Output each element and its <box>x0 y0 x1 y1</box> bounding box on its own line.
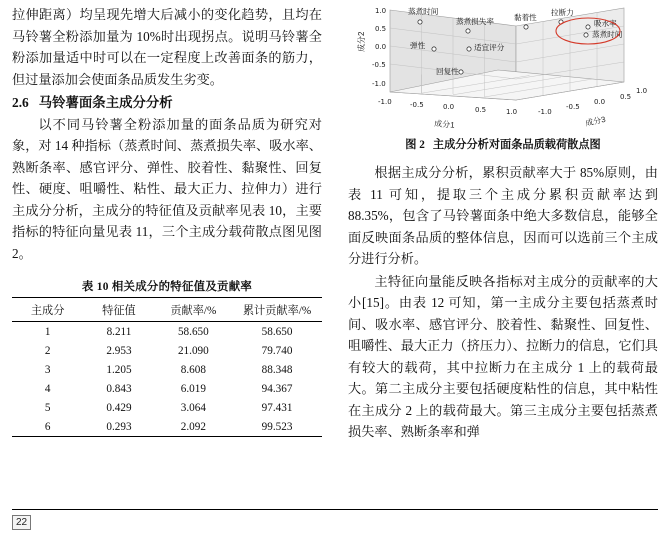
x-tick-label: -1.0 <box>378 98 392 106</box>
table-cell: 88.348 <box>261 363 293 376</box>
table-10 <box>12 278 322 437</box>
table-cell: 99.523 <box>232 417 322 437</box>
y-tick-label: 1.0 <box>375 7 387 15</box>
table-cell: 0.843 <box>106 382 132 395</box>
page-number: 22 <box>12 515 31 530</box>
y-axis-title: 成分2 <box>357 31 366 52</box>
pca-3d-scatter-svg <box>348 4 658 132</box>
table-row <box>12 360 322 379</box>
data-point <box>459 70 463 74</box>
data-point-label: 蒸煮时间 <box>408 7 439 16</box>
figure-2-scatter-plot <box>348 4 658 132</box>
x-tick-label: -0.5 <box>410 101 424 109</box>
table-cell: 79.740 <box>261 344 293 357</box>
y-tick-label: -1.0 <box>372 80 386 88</box>
table-cell: 0.293 <box>83 417 154 437</box>
x-axis-ticks <box>378 98 517 116</box>
y-axis-ticks <box>372 7 386 88</box>
data-point <box>584 33 588 37</box>
table-cell: 5 <box>44 401 51 414</box>
data-point-label: 适宜评分 <box>474 43 505 52</box>
table-cell: 3 <box>44 363 51 376</box>
table-cell: 4 <box>44 382 51 395</box>
right-column <box>348 4 658 444</box>
table-header-cell: 贡献率/% <box>155 298 233 322</box>
table-cell: 97.431 <box>261 401 293 414</box>
table-cell: 8.608 <box>180 363 206 376</box>
z-tick-label: 0.0 <box>594 98 606 106</box>
footer-divider <box>12 509 658 510</box>
table-cell: 1.205 <box>106 363 132 376</box>
data-point-label: 拉断力 <box>551 8 574 17</box>
table-cell: 3.064 <box>180 401 206 414</box>
z-tick-label: 0.5 <box>620 93 632 101</box>
table-cell: 0.429 <box>106 401 132 414</box>
x-tick-label: 1.0 <box>506 108 518 116</box>
data-point-label: 蒸煮时间 <box>592 30 623 39</box>
table-cell: 21.090 <box>177 344 209 357</box>
table-cell: 94.367 <box>261 382 293 395</box>
z-tick-label: -1.0 <box>538 108 552 116</box>
y-tick-label: 0.0 <box>375 43 387 51</box>
table-cell: 6.019 <box>180 382 206 395</box>
table-header-cell: 累计贡献率/% <box>232 298 322 322</box>
table-header-cell: 主成分 <box>12 298 83 322</box>
eigenvalue-table <box>12 297 322 437</box>
paragraph-pca-intro: 以不同马铃薯全粉添加量的面条品质为研究对象，对 14 种指标（蒸煮时间、蒸煮损失率、吸水率、熟断条率、感官评分、弹性、胶着性、黏聚性、回复性、硬度、咀嚼性、粘性、最大正力、拉伸力）进行主成分分析，主成分的特征值及贡献率见表 10，主要指标的特征向量见表 11，三个主成分载荷散点图见图 2。 <box>12 116 322 261</box>
data-point <box>586 25 590 29</box>
table-row <box>12 417 322 437</box>
z-tick-label: 1.0 <box>636 87 648 95</box>
data-point-label: 回复性 <box>436 67 459 76</box>
data-point-label: 弹性 <box>410 41 426 50</box>
table-row <box>12 398 322 417</box>
x-tick-label: 0.5 <box>475 106 487 114</box>
left-column <box>12 4 322 437</box>
section-title: 马铃薯面条主成分分析 <box>38 95 173 110</box>
z-axis-title: 成分3 <box>584 114 607 128</box>
data-point <box>466 29 470 33</box>
data-point <box>418 20 422 24</box>
table-row <box>12 341 322 360</box>
y-tick-label: -0.5 <box>372 61 386 69</box>
table-cell: 58.650 <box>261 325 293 338</box>
paragraph-continuation: 拉伸距离）均呈现先增大后减小的变化趋势，且均在马铃薯全粉添加量为 10%时出现拐点。说明马铃薯全粉添加量适中时可以在一定程度上改善面条的筋力，但过量添加会使面条品质发生劣变。 <box>12 7 322 87</box>
table-cell: 2.092 <box>155 417 233 437</box>
table-header-row <box>12 298 322 322</box>
section-heading <box>12 92 322 114</box>
x-tick-label: 0.0 <box>443 103 455 111</box>
paragraph-contribution: 根据主成分分析，累积贡献率大于 85%原则，由表 11 可知，提取三个主成分累积贡献率达到 88.35%，包含了马铃薯面条中绝大多数信息，能够全面反映面条品质的整体信息，因而可以选前三个主成分进行分析。 <box>348 165 658 266</box>
data-point <box>467 47 471 51</box>
table-header-cell: 特征值 <box>83 298 154 322</box>
data-point-label: 黏着性 <box>514 13 537 22</box>
table-cell: 1 <box>44 325 51 338</box>
x-axis-title: 成分1 <box>433 119 455 130</box>
paragraph-eigenvector: 主特征向量能反映各指标对主成分的贡献率的大小[15]。由表 12 可知，第一主成分主要包括蒸煮时间、吸水率、感官评分、胶着性、黏聚性、回复性、咀嚼性、最大正力（挤压力）、拉断力的信息，它们具有较大的载荷，其中拉断力在主成分 1 上的载荷最大。第二主成分主要包括硬度粘性的信息，其中粘性在主成分 2 上的载荷最大。第三主成分主要包括蒸煮损失率、熟断条率和弹 <box>348 273 658 439</box>
figure-caption <box>348 136 658 152</box>
table-cell: 2 <box>44 344 51 357</box>
table-cell: 58.650 <box>177 325 209 338</box>
data-point <box>432 47 436 51</box>
data-point-label: 吸水率 <box>594 19 617 28</box>
section-number: 2.6 <box>12 95 29 110</box>
y-tick-label: 0.5 <box>375 25 387 33</box>
table-cell: 6 <box>12 417 83 437</box>
table-cell: 8.211 <box>106 325 132 338</box>
figure-title: 主成分分析对面条品质载荷散点图 <box>432 139 601 151</box>
z-tick-label: -0.5 <box>566 103 580 111</box>
table-caption: 表 10 相关成分的特征值及贡献率 <box>81 281 253 293</box>
table-cell: 2.953 <box>106 344 132 357</box>
table-row <box>12 379 322 398</box>
table-row <box>12 322 322 342</box>
data-point <box>524 25 528 29</box>
data-point-label: 蒸煮损失率 <box>456 17 494 26</box>
figure-label: 图 2 <box>405 139 425 151</box>
